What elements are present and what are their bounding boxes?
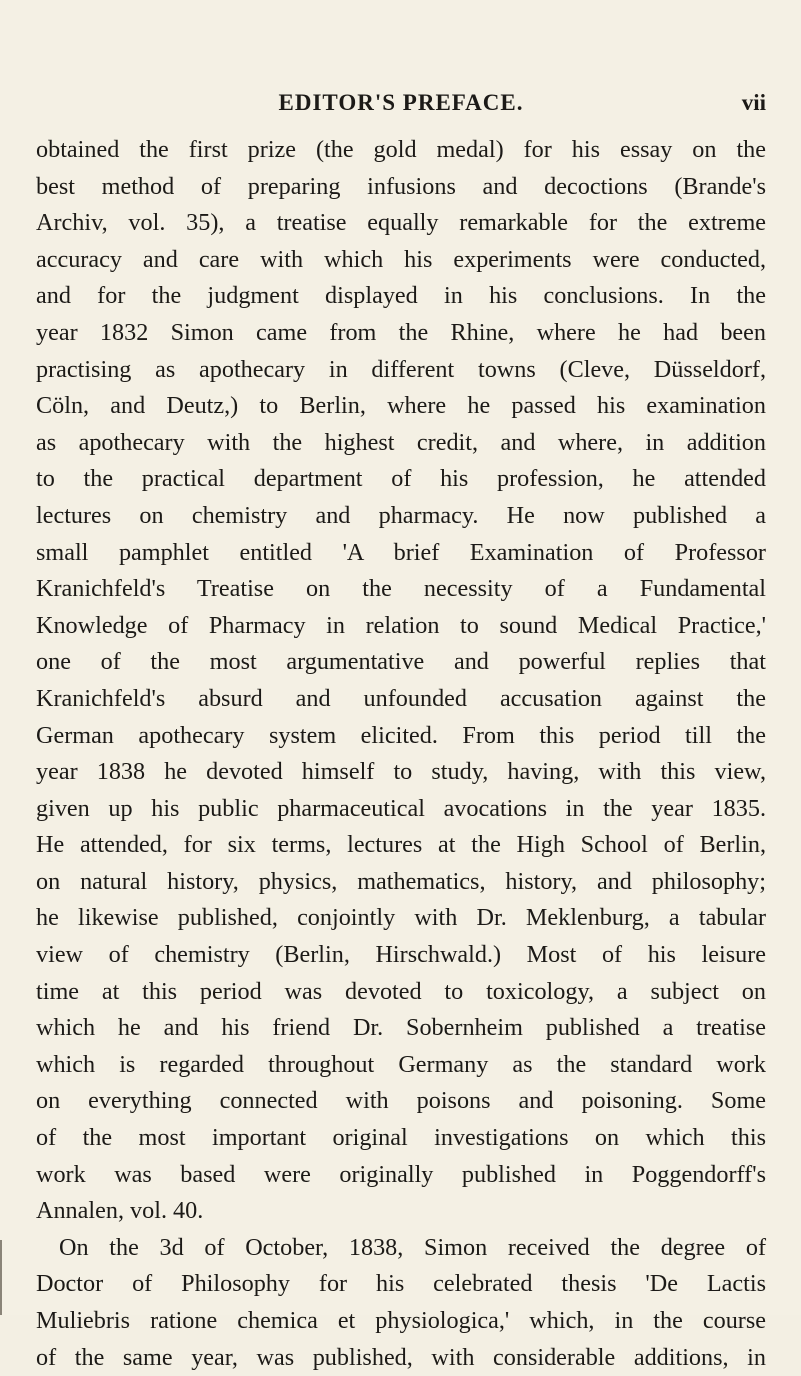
text-line: German apothecary system elicited. From this period till the (36, 721, 766, 749)
text-line: he likewise published, conjointly with Dr. Meklenburg, a tabular (36, 904, 766, 932)
text-line: of the same year, was published, with considerable additions, in (36, 1343, 766, 1371)
running-head: EDITOR'S PREFACE. (278, 90, 524, 115)
text-line: Kranichfeld's Treatise on the necessity of a Fundamental (36, 575, 766, 603)
text-line: and for the judgment displayed in his conclusions. In the (36, 282, 766, 310)
page-header (36, 90, 766, 124)
text-line: lectures on chemistry and pharmacy. He now published a (36, 501, 766, 529)
text-line: Kranichfeld's absurd and unfounded accusation against the (36, 684, 766, 712)
page-number: vii (741, 90, 766, 115)
text-line: Knowledge of Pharmacy in relation to sound Medical Practice,' (36, 611, 766, 639)
text-line-paragraph-start: On the 3d of October, 1838, Simon received the degree of (59, 1233, 766, 1261)
text-line: view of chemistry (Berlin, Hirschwald.) Most of his leisure (36, 941, 766, 969)
text-line: which is regarded throughout Germany as the standard work (36, 1050, 766, 1078)
text-line: which he and his friend Dr. Sobernheim published a treatise (36, 1014, 766, 1042)
page-edge-shadow (0, 1240, 2, 1315)
text-line: He attended, for six terms, lectures at the High School of Berlin, (36, 831, 766, 859)
text-line-paragraph-end: Annalen, vol. 40. (36, 1197, 204, 1225)
text-line: one of the most argumentative and powerful replies that (36, 648, 766, 676)
text-line: best method of preparing infusions and decoctions (Brande's (36, 172, 766, 200)
text-line: Archiv, vol. 35), a treatise equally remarkable for the extreme (36, 209, 766, 237)
text-line: of the most important original investigations on which this (36, 1124, 766, 1152)
text-line: given up his public pharmaceutical avocations in the year 1835. (36, 794, 766, 822)
body-text (36, 132, 766, 1376)
text-line: practising as apothecary in different towns (Cleve, Düsseldorf, (36, 355, 766, 383)
text-line: accuracy and care with which his experiments were conducted, (36, 245, 766, 273)
text-line: to the practical department of his profession, he attended (36, 465, 766, 493)
text-line: Cöln, and Deutz,) to Berlin, where he passed his examination (36, 392, 766, 420)
text-line: small pamphlet entitled 'A brief Examination of Professor (36, 538, 766, 566)
text-line: year 1838 he devoted himself to study, having, with this view, (36, 758, 766, 786)
text-line: Doctor of Philosophy for his celebrated thesis 'De Lactis (36, 1270, 766, 1298)
text-line: on natural history, physics, mathematics, history, and philosophy; (36, 867, 766, 895)
text-line: time at this period was devoted to toxicology, a subject on (36, 977, 766, 1005)
text-line: on everything connected with poisons and poisoning. Some (36, 1087, 766, 1115)
text-line: Muliebris ratione chemica et physiologica,' which, in the course (36, 1307, 766, 1334)
text-line: year 1832 Simon came from the Rhine, where he had been (36, 318, 766, 346)
text-line: as apothecary with the highest credit, and where, in addition (36, 428, 766, 456)
text-line: work was based were originally published in Poggendorff's (36, 1160, 766, 1188)
text-line: obtained the first prize (the gold medal) for his essay on the (36, 136, 766, 163)
